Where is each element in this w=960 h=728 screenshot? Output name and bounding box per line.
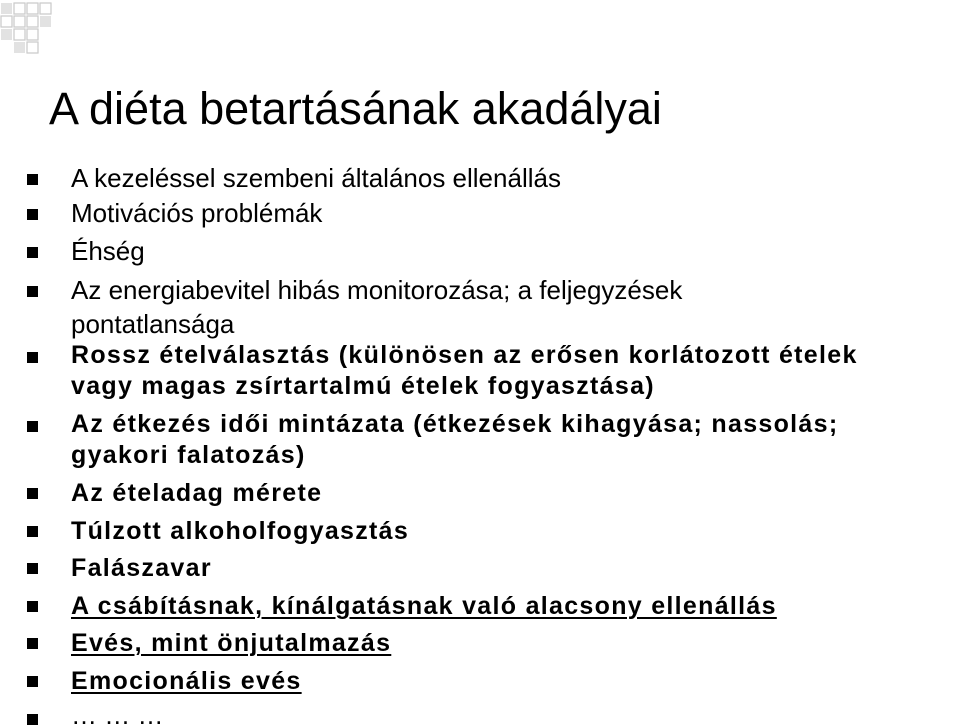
square-bullet-icon — [27, 247, 38, 258]
square-bullet-icon — [27, 563, 38, 574]
slide-title: A diéta betartásának akadályai — [49, 83, 662, 134]
bullet-text: Éhség — [71, 236, 145, 266]
bullet-text: Evés, mint önjutalmazás — [71, 629, 392, 657]
square-bullet-icon — [27, 676, 38, 687]
bullet-text: A kezeléssel szembeni általános ellenállás — [71, 163, 561, 193]
square-bullet-icon — [27, 209, 38, 220]
bullet-text — [71, 409, 838, 471]
square-bullet-icon — [27, 526, 38, 537]
bullet-text-line: pontatlansága — [71, 309, 235, 339]
bullet-text: Az ételadag mérete — [71, 479, 323, 507]
square-bullet-icon — [27, 638, 38, 649]
square-bullet-icon — [27, 174, 38, 185]
square-bullet-icon — [27, 714, 38, 725]
square-bullet-icon — [27, 421, 38, 432]
bullet-text: … … … — [71, 700, 164, 728]
bullet-text: Falászavar — [71, 554, 212, 582]
square-bullet-icon — [27, 352, 38, 363]
bullet-text: Motivációs problémák — [71, 198, 323, 228]
bullet-text: Túlzott alkoholfogyasztás — [71, 517, 410, 545]
square-bullet-icon — [27, 488, 38, 499]
bullet-text — [71, 340, 858, 402]
bullet-text: Emocionális evés — [71, 667, 302, 695]
bullet-text-line: vagy magas zsírtartalmú ételek fogyasztása) — [71, 372, 655, 400]
decorative-grid-icon — [0, 0, 60, 65]
bullet-text-line: Az energiabevitel hibás monitorozása; a feljegyzések — [71, 275, 683, 305]
bullet-text-line: gyakori falatozás) — [71, 441, 306, 469]
bullet-text-line: Rossz ételválasztás (különösen az erősen korlátozott ételek — [71, 341, 858, 369]
square-bullet-icon — [27, 601, 38, 612]
square-bullet-icon — [27, 286, 38, 297]
bullet-text-line: Az étkezés idői mintázata (étkezések kihagyása; nassolás; — [71, 410, 839, 438]
bullet-text — [71, 273, 682, 341]
bullet-text: A csábításnak, kínálgatásnak való alacsony ellenállás — [71, 592, 777, 620]
